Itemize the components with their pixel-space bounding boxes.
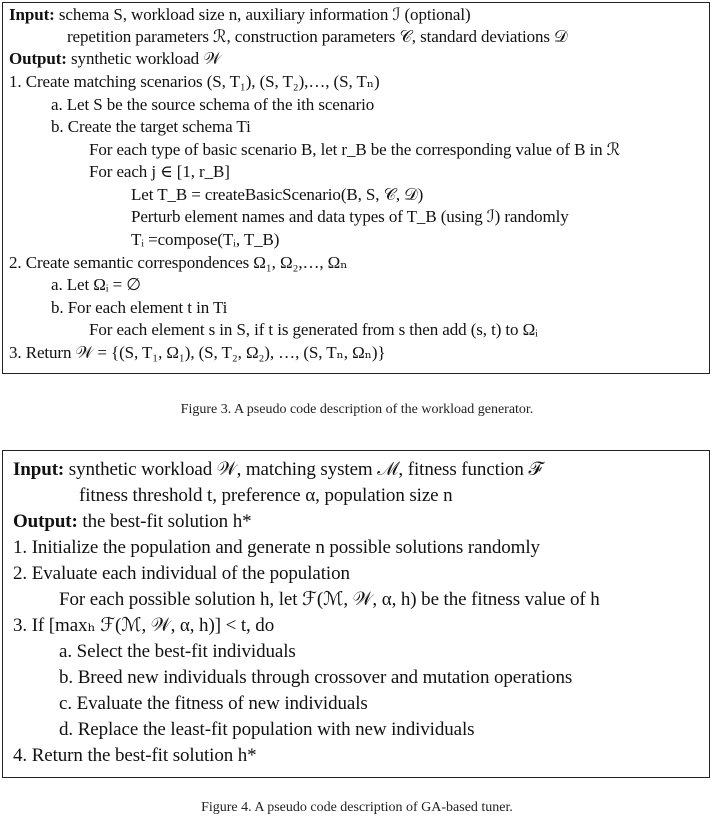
fig4-line-8: a. Select the best-fit individuals [59,641,296,662]
fig3-line-8: For each j ∈ [1, r_B] [89,162,230,181]
fig3-line-10: Perturb element names and data types of T_B (using ℐ) randomly [131,207,569,226]
fig3-line-1-text: schema S, workload size n, auxiliary information ℐ (optional) [54,5,471,24]
fig3-line-16: 3. Return 𝒲 = {(S, T₁, Ω₁), (S, T₂, Ω₂), …, (S, Tₙ, Ωₙ)} [9,343,386,362]
fig4-line-6: For each possible solution h, let ℱ(ℳ, 𝒲, α, h) be the fitness value of h [59,589,600,610]
fig3-line-5: a. Let S be the source schema of the ith scenario [51,95,375,114]
fig4-line-9: b. Breed new individuals through crossover and mutation operations [59,667,573,688]
fig4-line-12: 4. Return the best-fit solution h* [13,745,257,766]
fig3-line-9: Let T_B = createBasicScenario(B, S, 𝒞, 𝒟) [131,185,424,204]
fig3-line-1 [9,4,471,27]
output-label: Output: [13,511,78,532]
fig4-line-4: 1. Initialize the population and generate n possible solutions randomly [13,537,540,558]
fig4-line-10: c. Evaluate the fitness of new individuals [59,693,368,714]
figure-3-caption: Figure 3. A pseudo code description of the workload generator. [180,402,534,417]
fig3-line-15: For each element s in S, if t is generated from s then add (s, t) to Ωᵢ [89,320,538,339]
fig4-line-11: d. Replace the least-fit population with new individuals [59,719,475,740]
fig3-line-14: b. For each element t in Ti [51,298,228,317]
ga-tuner-pseudocode-box [2,450,710,778]
figure-4-caption: Figure 4. A pseudo code description of GA-based tuner. [201,800,513,815]
fig3-line-2: repetition parameters ℛ, construction parameters 𝒞, standard deviations 𝒟 [67,27,568,46]
fig4-line-3 [13,509,252,535]
fig3-line-3 [9,48,221,71]
output-label: Output: [9,49,67,68]
input-label: Input: [9,5,55,24]
fig3-line-12: 2. Create semantic correspondences Ω₁, Ω₂,…, Ωₙ [9,253,348,272]
fig3-line-3-text: synthetic workload 𝒲 [66,49,221,68]
fig4-line-1 [13,457,542,483]
workload-generator-pseudocode-box [2,2,710,374]
fig3-line-7: For each type of basic scenario B, let r_B be the corresponding value of B in ℛ [89,140,621,159]
fig4-line-1-text: synthetic workload 𝒲, matching system ℳ, fitness function ℱ [64,459,543,480]
fig3-line-13: a. Let Ωᵢ = ∅ [51,275,141,294]
input-label: Input: [13,459,65,480]
fig4-line-7: 3. If [maxₕ ℱ(ℳ, 𝒲, α, h)] < t, do [13,615,275,636]
fig3-line-4: 1. Create matching scenarios (S, T₁), (S, T₂),…, (S, Tₙ) [9,72,380,91]
fig3-line-6: b. Create the target schema Ti [51,117,251,136]
fig4-line-2: fitness threshold t, preference α, population size n [79,485,453,506]
fig3-line-11: Tᵢ =compose(Tᵢ, T_B) [131,230,280,249]
fig4-line-3-text: the best-fit solution h* [77,511,252,532]
fig4-line-5: 2. Evaluate each individual of the population [13,563,350,584]
